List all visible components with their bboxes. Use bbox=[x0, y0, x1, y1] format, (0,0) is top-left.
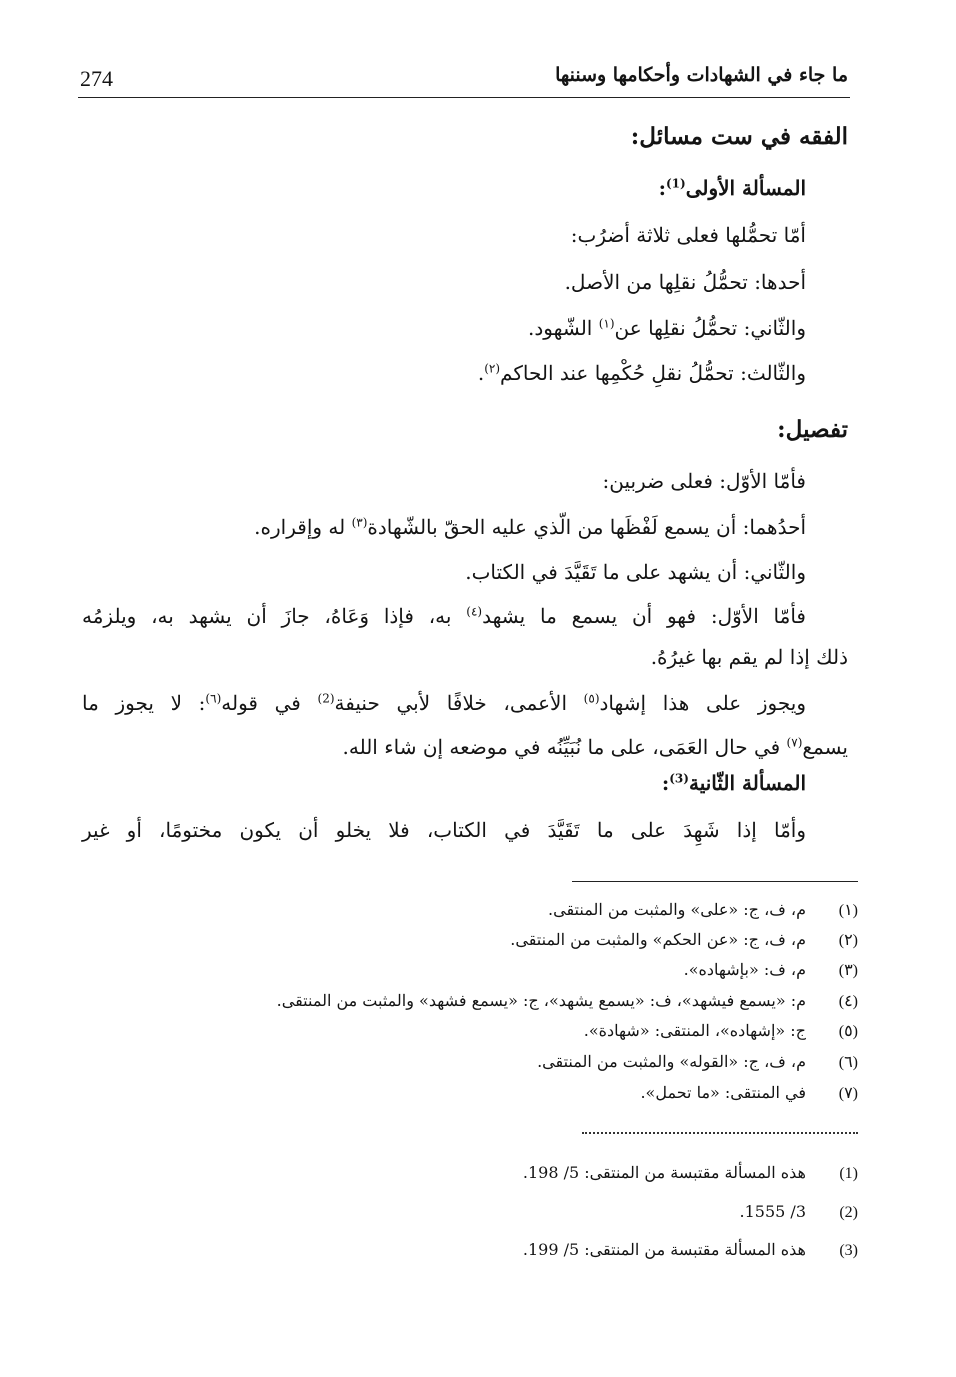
footnote-number: (٦) bbox=[838, 1054, 858, 1071]
question-one-title bbox=[659, 173, 806, 203]
footnote-number: (٣) bbox=[838, 962, 858, 979]
paragraph-text: له وإقراره. bbox=[254, 515, 352, 539]
footnote-text: م، ف: «بإشهاده». bbox=[683, 960, 806, 979]
section-heading-detail bbox=[777, 415, 848, 445]
paragraph-text: يسمع bbox=[802, 735, 848, 759]
footnote-ref: (٤) bbox=[466, 604, 483, 619]
paragraph-text: فأمّا الأوّل: فهو أن يسمع ما يشهد bbox=[482, 604, 806, 628]
editor-note-item bbox=[740, 1199, 858, 1226]
paragraph-text: . bbox=[477, 361, 485, 385]
section-heading-fiqh bbox=[631, 122, 848, 152]
heading-text: تفصيل: bbox=[777, 416, 848, 443]
paragraph-text: الأعمى، خلافًا لأبي حنيفة bbox=[334, 691, 584, 715]
paragraph-text: والثّالث: تحمُّلُ نقلِ حُكْمِها عند الحاكم bbox=[500, 361, 806, 385]
paragraph-text: في قوله bbox=[221, 691, 318, 715]
footnote-rule bbox=[572, 881, 858, 882]
paragraph-text: وأمّا إذا شَهِدَ على ما تَقَيَّدَ في الكتاب، فلا يخلو أن يكون مختومًا، أو غير bbox=[82, 818, 806, 842]
editor-note-text: هذه المسألة مقتبسة من المنتقى: 5/ 198. bbox=[522, 1163, 806, 1182]
footnote-text: م: «يسمع فيشهد»، ف: «يسمع يشهد»، ج: «يسمع فشهد» والمثبت من المنتقى. bbox=[276, 991, 806, 1010]
footnote-ref: (٥) bbox=[583, 691, 600, 706]
footnote-text: م، ف، ج: «على» والمثبت من المنتقى. bbox=[548, 900, 806, 919]
editor-note-ref: (3) bbox=[669, 771, 689, 786]
footnote-item bbox=[684, 957, 858, 984]
paragraph-text: : لا يجوز ما bbox=[82, 691, 206, 715]
paragraph-blind-line2 bbox=[343, 732, 849, 762]
paragraph-text: في حال العَمَى، على ما نُبَيِّنُه في موضعه إن شاء الله. bbox=[342, 735, 787, 759]
footnote-item bbox=[537, 1049, 858, 1076]
paragraph-text: ويجوز على هذا إشهاد bbox=[599, 691, 806, 715]
running-title: ما جاء في الشهادات وأحكامها وسننها bbox=[555, 64, 848, 86]
paragraph-kind-two bbox=[465, 557, 806, 587]
paragraph-blind-line1 bbox=[82, 688, 806, 718]
footnote-item bbox=[640, 1080, 858, 1107]
paragraph-first-two-kinds bbox=[602, 466, 806, 496]
footnote-ref: (٦) bbox=[205, 691, 222, 706]
footnote-text: م، ف، ج: «عن الحكم» والمثبت من المنتقى. bbox=[510, 930, 806, 949]
footnote-number: (٧) bbox=[838, 1085, 858, 1102]
paragraph-intro bbox=[571, 220, 806, 250]
editor-note-ref: (2) bbox=[317, 691, 335, 706]
editor-note-number: (3) bbox=[839, 1242, 858, 1259]
paragraph-text: الشّهود. bbox=[528, 316, 599, 340]
paragraph-second-type bbox=[528, 313, 806, 343]
paragraph-first-detail-line1 bbox=[82, 601, 806, 631]
footnote-ref: (٣) bbox=[351, 515, 368, 530]
editor-note-ref: (1) bbox=[665, 176, 686, 191]
editor-note-text: هذه المسألة مقتبسة من المنتقى: 5/ 199. bbox=[522, 1240, 806, 1259]
paragraph-last bbox=[82, 815, 806, 845]
paragraph-first-type bbox=[565, 267, 806, 297]
footnote-item bbox=[584, 1018, 858, 1045]
footnote-text: م، ف، ج: «القوله» والمثبت من المنتقى. bbox=[537, 1052, 806, 1071]
footnote-number: (١) bbox=[838, 902, 858, 919]
paragraph-first-detail-line2 bbox=[651, 642, 848, 672]
footnote-text: ج: «إشهاده»، المنتقى: «شهادة». bbox=[583, 1021, 806, 1040]
question-title-text: المسألة الأولى bbox=[685, 176, 806, 200]
paragraph-text: والثّاني: أن يشهد على ما تَقَيَّدَ في الكتاب. bbox=[465, 560, 806, 584]
page-number: 274 bbox=[80, 66, 113, 91]
colon: : bbox=[661, 771, 670, 795]
paragraph-kind-one bbox=[254, 512, 806, 542]
question-two-title bbox=[662, 768, 806, 798]
question-title-text: المسألة الثّانية bbox=[688, 771, 806, 795]
dotted-separator bbox=[582, 1132, 858, 1134]
editor-note-number: (2) bbox=[839, 1204, 858, 1221]
footnote-text: في المنتقى: «ما تحمل». bbox=[640, 1083, 806, 1102]
footnote-ref: (٧) bbox=[786, 735, 803, 750]
heading-text: الفقه في ست مسائل: bbox=[630, 123, 848, 150]
header-rule bbox=[78, 97, 850, 98]
colon: : bbox=[658, 176, 666, 200]
footnote-number: (٤) bbox=[838, 993, 858, 1010]
editor-note-item bbox=[523, 1160, 858, 1187]
paragraph-text: فأمّا الأوّل: فعلى ضربين: bbox=[602, 469, 806, 493]
paragraph-text: به، فإذا وَعَاهُ، جازَ أن يشهد به، ويلزمُه bbox=[82, 604, 467, 628]
footnote-item bbox=[548, 897, 858, 924]
paragraph-text: أحدها: تحمُّلُ نقلِها من الأصل. bbox=[564, 270, 806, 294]
footnote-ref: (١) bbox=[598, 316, 615, 331]
editor-note-item bbox=[523, 1237, 858, 1264]
editor-note-number: (1) bbox=[839, 1165, 858, 1182]
footnote-number: (٥) bbox=[838, 1023, 858, 1040]
footnote-item bbox=[277, 988, 858, 1015]
paragraph-text: ذلك إذا لم يقم بها غيرُهُ. bbox=[650, 645, 848, 669]
editor-note-text: 3/ 1555. bbox=[739, 1202, 806, 1221]
footnote-item bbox=[510, 927, 858, 954]
paragraph-text: أحدُهما: أن يسمع لَفْظَها من الّذي عليه الحقّ بالشّهادة bbox=[367, 515, 806, 539]
paragraph-text: أمّا تحمُّلها فعلى ثلاثة أضرُب: bbox=[570, 223, 806, 247]
paragraph-text: والثّاني: تحمُّلُ نقلِها عن bbox=[614, 316, 806, 340]
footnote-number: (٢) bbox=[838, 932, 858, 949]
paragraph-third-type bbox=[478, 358, 806, 388]
footnote-ref: (٢) bbox=[484, 361, 501, 376]
